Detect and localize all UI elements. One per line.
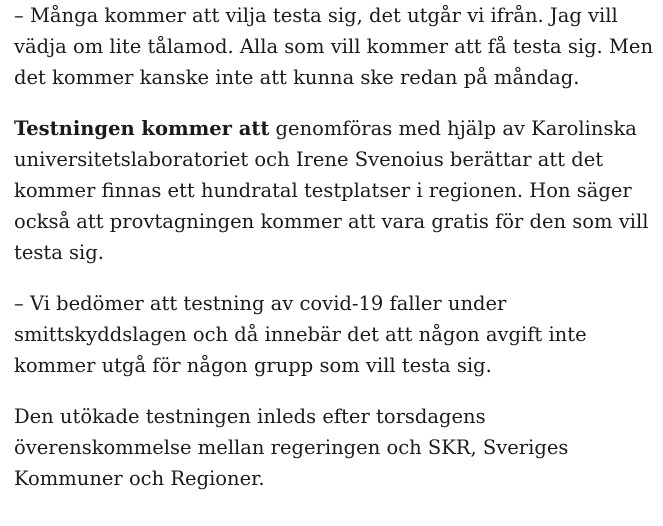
article-paragraph-2 — [14, 113, 654, 268]
paragraph-text: – Vi bedömer att testning av covid-19 faller under smittskyddslagen och då innebär det att någon avgift inte kommer utgå för någon grupp som vill testa sig. — [14, 292, 587, 377]
article-paragraph-3 — [14, 288, 654, 381]
paragraph-text: – Många kommer att vilja testa sig, det utgår vi ifrån. Jag vill vädja om lite tålamod. Alla som vill kommer att få testa sig. Men det kommer kanske inte att kunna ske redan på måndag. — [14, 4, 654, 89]
paragraph-lead: Testningen kommer att — [14, 117, 270, 140]
paragraph-text: genomföras med hjälp av Karolinska universitetslaboratoriet och Irene Svenoius berättar att det kommer finnas ett hundratal testplatser i regionen. Hon säger också att provtagningen kommer att vara gratis för den som vill testa sig. — [14, 117, 649, 264]
paragraph-text: Den utökade testningen inleds efter torsdagens överenskommelse mellan regeringen och SKR, Sveriges Kommuner och Regioner. — [14, 405, 569, 490]
article-paragraph-1 — [14, 0, 654, 93]
article-body — [14, 0, 654, 494]
article-paragraph-4 — [14, 401, 654, 494]
